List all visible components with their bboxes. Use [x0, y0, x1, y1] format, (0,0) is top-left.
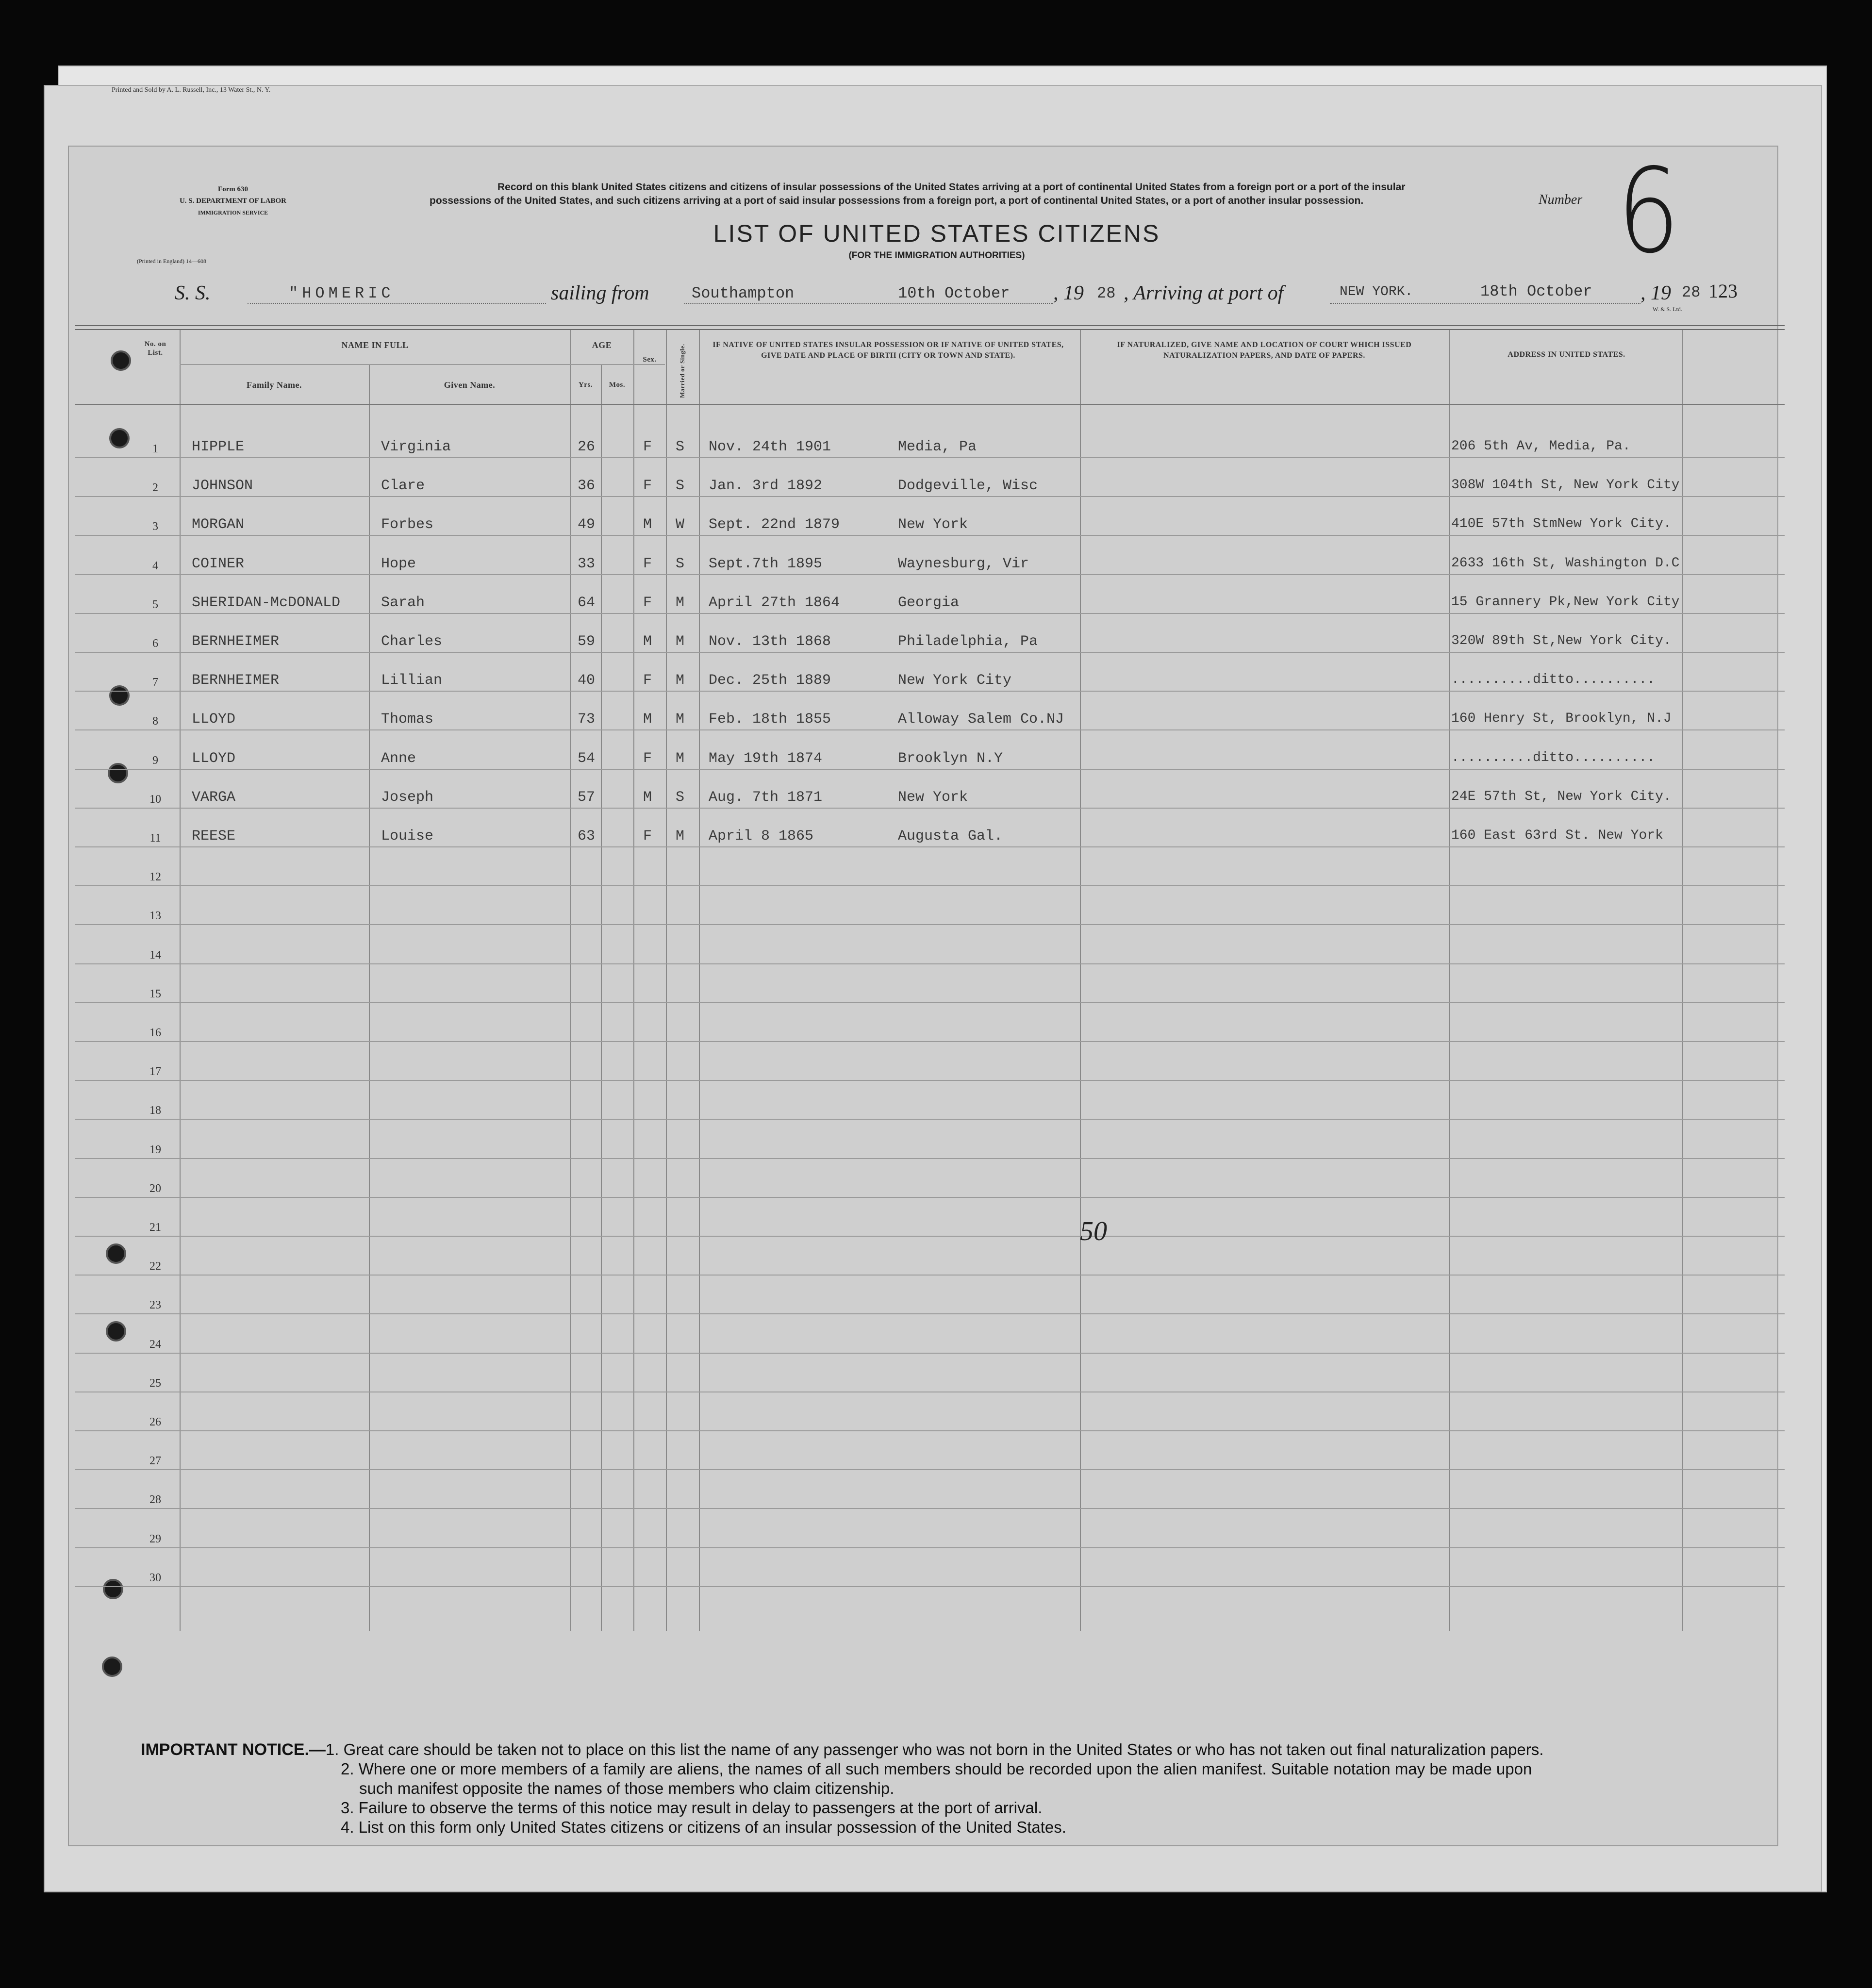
age-years: 57 [578, 789, 596, 806]
manifest-page [68, 146, 1778, 1846]
age-years: 73 [578, 711, 596, 728]
marital-status: W [676, 516, 685, 533]
row-number: 11 [149, 832, 161, 845]
header-bottom-rule [75, 404, 1785, 405]
arriving-label: , Arriving at port of [1124, 282, 1284, 304]
row-number: 27 [149, 1455, 161, 1468]
ship-name: "HOMERIC [289, 284, 395, 302]
row-number: 26 [149, 1416, 161, 1428]
age-years: 64 [578, 594, 596, 611]
sex: F [643, 828, 652, 845]
birth-date: Jan. 3rd 1892 [709, 478, 823, 495]
departure-port: Southampton [692, 284, 795, 302]
given-name: Hope [381, 555, 416, 572]
given-name: Charles [381, 633, 443, 650]
column-rule [369, 364, 370, 1631]
age-years: 33 [578, 555, 596, 572]
row-rule [75, 457, 1785, 458]
column-rule [1449, 330, 1450, 1631]
sex: M [643, 516, 652, 533]
address: 24E 57th St, New York City. [1451, 789, 1672, 804]
sex: F [643, 594, 652, 611]
row-rule [75, 1236, 1785, 1237]
birth-place: Waynesburg, Vir [898, 555, 1029, 572]
row-rule [75, 574, 1785, 575]
row-rule [75, 1275, 1785, 1276]
important-notice [141, 1740, 1772, 1837]
row-number: 7 [152, 676, 158, 689]
row-number: 4 [152, 559, 158, 572]
header-age: AGE [592, 340, 612, 350]
family-name: VARGA [192, 789, 236, 806]
row-rule [75, 613, 1785, 614]
punch-hole [102, 1657, 122, 1677]
birth-date: Sept.7th 1895 [709, 555, 823, 572]
row-rule [75, 808, 1785, 809]
birth-place: Georgia [898, 594, 960, 611]
birth-place: Philadelphia, Pa [898, 633, 1038, 650]
instructions: Record on this blank United States citizens and citizens of insular possessions of the United States arriving at a port of continental United States from a foreign port or a port of the insular possessions of the United States, and such citizens arriving at a port of said insular possessions from a foreign port, a port of continental United States, or a port of another insular possession. [430, 182, 1406, 206]
given-name: Lillian [381, 672, 443, 689]
sex: M [643, 633, 652, 650]
row-number: 14 [149, 948, 161, 961]
birth-date: May 19th 1874 [709, 750, 823, 767]
voyage-line [175, 280, 1767, 313]
punch-hole [103, 1579, 123, 1599]
marital-status: S [676, 555, 685, 572]
row-rule [75, 846, 1785, 847]
birth-place: New York City [898, 672, 1012, 689]
table-top-rule [75, 329, 1785, 330]
department: U. S. DEPARTMENT OF LABOR [179, 197, 287, 205]
family-name: COINER [192, 555, 245, 572]
row-rule [75, 963, 1785, 964]
arrival-port: NEW YORK. [1340, 284, 1413, 299]
family-name: JOHNSON [192, 478, 253, 495]
birth-place: Media, Pa [898, 439, 977, 455]
notice-lead: IMPORTANT NOTICE.— [141, 1740, 326, 1759]
header-mos: Mos. [609, 381, 626, 389]
column-rule [601, 364, 602, 1631]
address: 308W 104th St, New York City [1451, 478, 1680, 493]
address: 206 5th Av, Media, Pa. [1451, 439, 1631, 454]
marital-status: M [676, 828, 685, 845]
row-number: 8 [152, 715, 158, 728]
arrival-year-prefix: , 19 [1640, 282, 1671, 304]
family-name: MORGAN [192, 516, 245, 533]
notice-item: 3. Failure to observe the terms of this notice may result in delay to passengers at the port of arrival. [341, 1799, 1043, 1817]
sex: F [643, 478, 652, 495]
row-rule [75, 535, 1785, 536]
age-years: 59 [578, 633, 596, 650]
row-rule [75, 729, 1785, 730]
row-number: 24 [149, 1338, 161, 1351]
address: 320W 89th St,New York City. [1451, 633, 1672, 648]
column-rule [633, 330, 634, 1631]
age-years: 26 [578, 439, 596, 455]
row-number: 22 [149, 1260, 161, 1273]
arrival-date: 18th October [1480, 282, 1592, 300]
address: 410E 57th StmNew York City. [1451, 516, 1672, 532]
row-rule [75, 1119, 1785, 1120]
header-sub-rule [180, 364, 665, 365]
row-rule [75, 1158, 1785, 1159]
departure-year-prefix: , 19 [1053, 282, 1084, 304]
service: IMMIGRATION SERVICE [198, 209, 268, 216]
row-number: 20 [149, 1182, 161, 1195]
number-value: 6 [1617, 143, 1680, 279]
column-rule [1682, 330, 1683, 1631]
row-rule [75, 1508, 1785, 1509]
row-number: 29 [149, 1532, 161, 1545]
printed-in: (Printed in England) 14—608 [137, 258, 206, 265]
row-number: 6 [152, 637, 158, 650]
marital-status: S [676, 478, 685, 495]
age-years: 40 [578, 672, 596, 689]
punch-hole [106, 1243, 126, 1264]
table-top-rule [75, 325, 1785, 326]
address: 160 Henry St, Brooklyn, N.J [1451, 711, 1672, 727]
given-name: Virginia [381, 439, 451, 455]
birth-place: New York [898, 516, 968, 533]
row-rule [75, 1197, 1785, 1198]
birth-date: Nov. 24th 1901 [709, 439, 831, 455]
birth-date: Sept. 22nd 1879 [709, 516, 840, 533]
marital-status: M [676, 750, 685, 767]
printer-line: Printed and Sold by A. L. Russell, Inc., 13 Water St., N. Y. [112, 86, 271, 94]
column-rule [180, 330, 181, 1631]
given-name: Joseph [381, 789, 434, 806]
row-rule [75, 496, 1785, 497]
header-naturalized: IF NATURALIZED, GIVE NAME AND LOCATION OF COURT WHICH ISSUED NATURALIZATION PAPERS, AND DATE OF PAPERS. [1117, 341, 1412, 360]
row-number: 30 [149, 1571, 161, 1584]
row-rule [75, 1430, 1785, 1431]
family-name: HIPPLE [192, 439, 245, 455]
given-name: Anne [381, 750, 416, 767]
given-name: Thomas [381, 711, 434, 728]
row-number: 13 [149, 910, 161, 923]
rule [1330, 303, 1640, 304]
row-rule [75, 924, 1785, 925]
header-yrs: Yrs. [578, 381, 593, 389]
address: 2633 16th St, Washington D.C [1451, 555, 1680, 571]
punch-hole [109, 428, 130, 448]
marital-status: M [676, 672, 685, 689]
sex: M [643, 789, 652, 806]
address: 160 East 63rd St. New York [1451, 828, 1663, 843]
sailing-label: sailing from [551, 282, 649, 304]
row-rule [75, 885, 1785, 886]
address: 15 Grannery Pk,New York City [1451, 594, 1680, 610]
row-rule [75, 1586, 1785, 1587]
birth-place: Brooklyn N.Y [898, 750, 1003, 767]
row-number: 15 [149, 987, 161, 1000]
departure-date: 10th October [898, 284, 1010, 302]
column-rule [666, 330, 667, 1631]
row-number: 9 [152, 754, 158, 767]
header-birth: IF NATIVE OF UNITED STATES INSULAR POSSESSION OR IF NATIVE OF UNITED STATES, GIVE DATE AND PLACE OF BIRTH (CITY OR TOWN AND STATE). [712, 341, 1064, 360]
marital-status: S [676, 439, 685, 455]
notice-item: 1. Great care should be taken not to place on this list the name of any passenger who was not born in the United States or who has not taken out final naturalization papers. [325, 1740, 1544, 1758]
row-number: 17 [149, 1065, 161, 1078]
address: ..........ditto.......... [1451, 750, 1656, 765]
row-number: 18 [149, 1104, 161, 1117]
family-name: BERNHEIMER [192, 672, 280, 689]
marital-status: M [676, 633, 685, 650]
number-label: Number [1539, 192, 1583, 207]
row-rule [75, 1547, 1785, 1548]
page-number: 123 [1708, 280, 1738, 302]
header-address: ADDRESS IN UNITED STATES. [1508, 350, 1625, 359]
header-married-single: Married or Single. [679, 344, 686, 398]
header-name-in-full: NAME IN FULL [341, 340, 409, 350]
age-years: 63 [578, 828, 596, 845]
row-rule [75, 769, 1785, 770]
form-identifier [136, 183, 330, 265]
column-rule [570, 330, 571, 1631]
punch-hole [109, 685, 130, 706]
row-rule [75, 1353, 1785, 1354]
notice-item: 4. List on this form only United States citizens or citizens of an insular possession of the United States. [341, 1818, 1066, 1836]
header-no-on-list: No. on List. [144, 340, 166, 357]
family-name: LLOYD [192, 750, 236, 767]
birth-place: New York [898, 789, 968, 806]
arrival-year: 28 [1682, 283, 1701, 301]
birth-date: Nov. 13th 1868 [709, 633, 831, 650]
page-subtitle: (FOR THE IMMIGRATION AUTHORITIES) [848, 250, 1025, 261]
rule [248, 303, 546, 304]
row-rule [75, 1313, 1785, 1314]
page-title: LIST OF UNITED STATES CITIZENS [713, 220, 1160, 247]
family-name: LLOYD [192, 711, 236, 728]
row-rule [75, 1041, 1785, 1042]
birth-place: Augusta Gal. [898, 828, 1003, 845]
age-years: 36 [578, 478, 596, 495]
form-number: Form 630 [217, 185, 248, 193]
sex: F [643, 750, 652, 767]
row-number: 23 [149, 1299, 161, 1312]
row-number: 10 [149, 793, 161, 806]
age-years: 49 [578, 516, 596, 533]
row-number: 25 [149, 1376, 161, 1390]
birth-date: Aug. 7th 1871 [709, 789, 823, 806]
row-number: 3 [152, 520, 158, 533]
birth-date: April 8 1865 [709, 828, 814, 845]
family-name: SHERIDAN-McDONALD [192, 594, 341, 611]
birth-place: Alloway Salem Co.NJ [898, 711, 1064, 728]
row-number: 21 [149, 1221, 161, 1234]
birth-date: Feb. 18th 1855 [709, 711, 831, 728]
column-rule [699, 330, 700, 1631]
row-rule [75, 652, 1785, 653]
given-name: Forbes [381, 516, 434, 533]
marital-status: M [676, 711, 685, 728]
birth-place: Dodgeville, Wisc [898, 478, 1038, 495]
header-sex: Sex. [643, 356, 657, 364]
ws-ltd: W. & S. Ltd. [1653, 306, 1682, 313]
family-name: BERNHEIMER [192, 633, 280, 650]
punch-hole [111, 350, 131, 371]
row-number: 1 [152, 443, 158, 455]
rule [684, 303, 1053, 304]
header-family-name: Family Name. [247, 380, 302, 390]
marital-status: M [676, 594, 685, 611]
notice-item: such manifest opposite the names of those members who claim citizenship. [359, 1779, 895, 1797]
row-number: 2 [152, 481, 158, 495]
stamp-number: 50 [1080, 1216, 1107, 1246]
given-name: Sarah [381, 594, 425, 611]
departure-year: 28 [1097, 284, 1116, 302]
row-number: 12 [149, 871, 161, 884]
row-number: 16 [149, 1027, 161, 1039]
row-rule [75, 1080, 1785, 1081]
header-given-name: Given Name. [444, 380, 496, 390]
sex: F [643, 672, 652, 689]
sex: F [643, 439, 652, 455]
row-rule [75, 1002, 1785, 1003]
birth-date: Dec. 25th 1889 [709, 672, 831, 689]
punch-hole [106, 1321, 126, 1342]
ss-label: S. S. [175, 282, 211, 304]
column-rule [1080, 330, 1081, 1631]
age-years: 54 [578, 750, 596, 767]
notice-item: 2. Where one or more members of a family are aliens, the names of all such members should be recorded upon the alien manifest. Suitable notation may be made upon [341, 1760, 1532, 1778]
given-name: Clare [381, 478, 425, 495]
sex: M [643, 711, 652, 728]
birth-date: April 27th 1864 [709, 594, 840, 611]
sex: F [643, 555, 652, 572]
family-name: REESE [192, 828, 236, 845]
marital-status: S [676, 789, 685, 806]
row-number: 5 [152, 598, 158, 611]
given-name: Louise [381, 828, 434, 845]
row-number: 28 [149, 1493, 161, 1507]
row-rule [75, 691, 1785, 692]
punch-hole [108, 763, 128, 783]
row-number: 19 [149, 1143, 161, 1156]
row-rule [75, 1469, 1785, 1470]
address: ..........ditto.......... [1451, 672, 1656, 688]
